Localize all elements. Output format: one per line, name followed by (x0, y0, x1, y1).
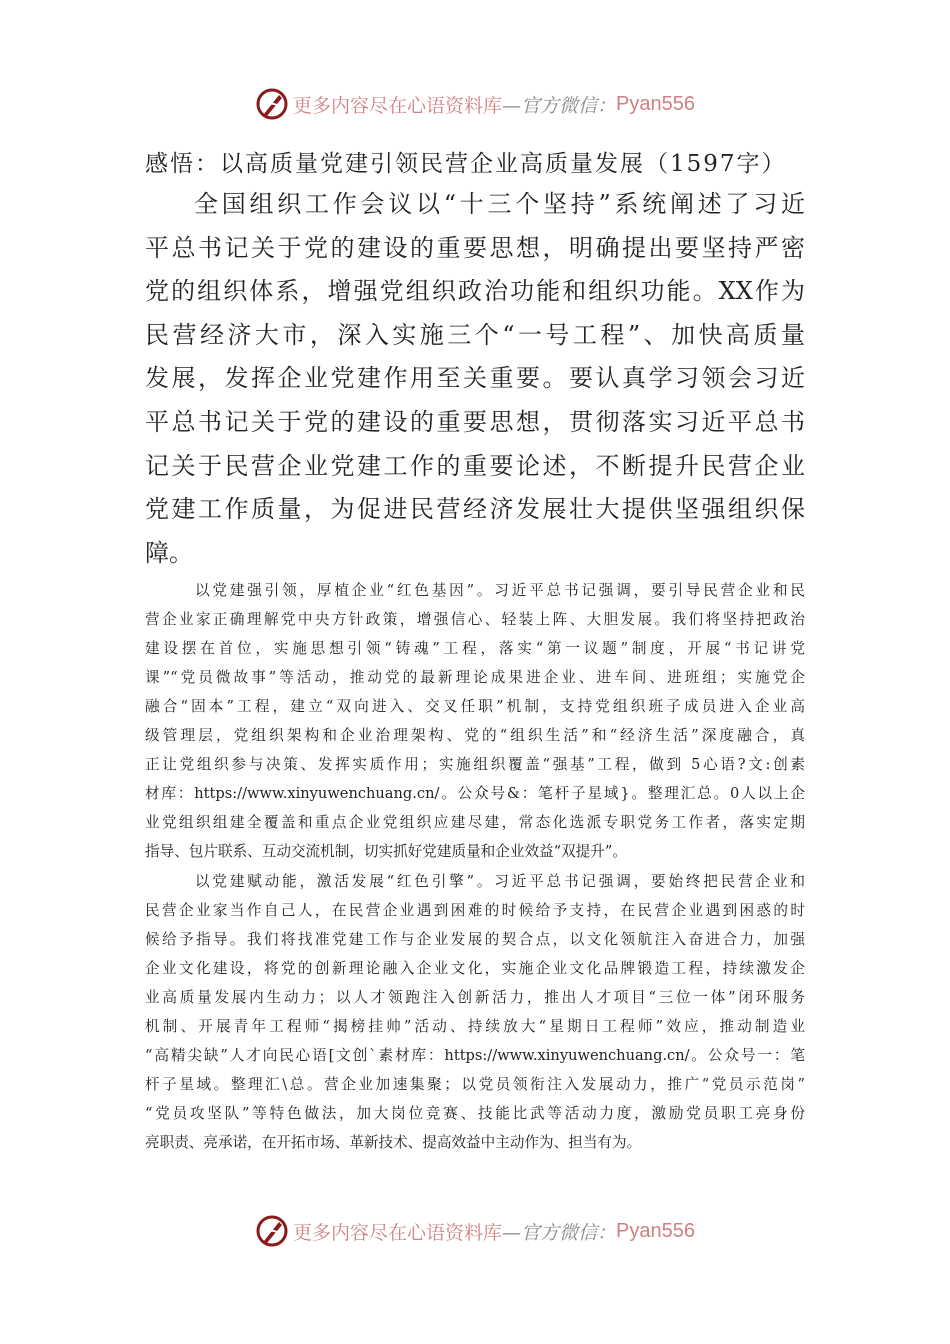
text-line: 级管理层，党组织架构和企业治理架构、党的“组织生活”和“经济生活”深度融合，真 (145, 727, 805, 744)
header-banner (0, 84, 950, 124)
text-line: 指导、包片联系、互动交流机制，切实抓好党建质量和企业效益“双提升”。 (145, 843, 627, 860)
text-line: 正让党组织参与决策、发挥实质作用；实施组织覆盖“强基”工程，做到 5心语?文:创素 (145, 756, 805, 773)
text-line: 亮职责、亮承诺，在开拓市场、革新技术、提高效益中主动作为、担当有为。 (145, 1134, 642, 1151)
text-line: 融合“固本”工程，建立“双向进入、交叉任职”机制，支持党组织班子成员进入企业高 (145, 698, 805, 715)
body-paragraph-2 (145, 867, 805, 1157)
footer-banner (0, 1211, 950, 1251)
text-line: 业党组织组建全覆盖和重点企业党组织应建尽建，常态化选派专职党务工作者，落实定期 (145, 814, 805, 831)
text-line: 企业文化建设，将党的创新理论融入企业文化，实施企业文化品牌锻造工程，持续激发企 (145, 960, 805, 977)
document-title: 感悟：以高质量党建引领民营企业高质量发展（1597字） (145, 151, 787, 177)
banner-text: 更多内容尽在心语资料库 (293, 1221, 503, 1244)
text-line: 杆子星域。整理汇\总。营企业加速集聚；以党员领衔注入发展动力，推广“党员示范岗” (145, 1076, 805, 1093)
text-line: 课”“党员微故事”等活动，推动党的最新理论成果进企业、进车间、进班组；实施党企 (145, 669, 805, 686)
text-line: 材库：https://www.xinyuwenchuang.cn/。公众号&：笔杆子星域}。整理汇总。0人以上企 (145, 785, 805, 802)
banner-text: 更多内容尽在心语资料库 (293, 94, 503, 117)
text-line: 发展，发挥企业党建作用至关重要。要认真学习领会习近 (145, 364, 805, 393)
text-line: 民营企业家当作自己人，在民营企业遇到困难的时候给予支持，在民营企业遇到困惑的时 (145, 902, 805, 919)
intro-paragraph (145, 183, 805, 575)
text-line: “高精尖缺”人才向民心语[文创`素材库：https://www.xinyuwenchuang.cn/。公众号一：笔 (145, 1047, 805, 1064)
text-line: 记关于民营企业党建工作的重要论述，不断提升民营企业 (145, 451, 805, 480)
text-line: “党员攻坚队”等特色做法，加大岗位竞赛、技能比武等活动力度，激励党员职工亮身份 (145, 1105, 805, 1122)
text-line: 候给予指导。我们将找准党建工作与企业发展的契合点，以文化领航注入奋进合力，加强 (145, 931, 805, 948)
banner-wechat-id: Pyan556 (616, 1219, 695, 1242)
text-line: 全国组织工作会议以“十三个坚持”系统阐述了习近 (194, 190, 805, 218)
text-line: 以党建赋动能，激活发展“红色引擎”。习近平总书记强调，要始终把民营企业和 (195, 873, 805, 890)
text-line: 党的组织体系，增强党组织政治功能和组织功能。XX作为 (145, 277, 805, 306)
text-line: 营企业家正确理解党中央方针政策，增强信心、轻装上阵、大胆发展。我们将坚持把政治 (145, 611, 805, 628)
quill-logo-icon (255, 87, 289, 121)
banner-wechat-id: Pyan556 (616, 92, 695, 115)
text-line: 建设摆在首位，实施思想引领“铸魂”工程，落实“第一议题”制度，开展“书记讲党 (145, 640, 805, 657)
body-paragraph-1 (145, 576, 805, 866)
text-line: 机制、开展青年工程师“揭榜挂帅”活动、持续放大“星期日工程师”效应，推动制造业 (145, 1018, 805, 1035)
text-line: 党建工作质量，为促进民营经济发展壮大提供坚强组织保 (145, 495, 805, 524)
text-line: 平总书记关于党的建设的重要思想，贯彻落实习近平总书 (145, 407, 805, 436)
banner-wechat-label: —官方微信： (502, 94, 617, 117)
quill-logo-icon (255, 1214, 289, 1248)
banner-wechat-label: —官方微信： (502, 1221, 617, 1244)
text-line: 障。 (145, 538, 193, 567)
text-line: 民营经济大市，深入实施三个“一号工程”、加快高质量 (145, 320, 805, 349)
text-line: 平总书记关于党的建设的重要思想，明确提出要坚持严密 (145, 233, 805, 262)
text-line: 以党建强引领，厚植企业“红色基因”。习近平总书记强调，要引导民营企业和民 (195, 582, 805, 599)
text-line: 业高质量发展内生动力；以人才领跑注入创新活力，推出人才项目“三位一体”闭环服务 (145, 989, 805, 1006)
